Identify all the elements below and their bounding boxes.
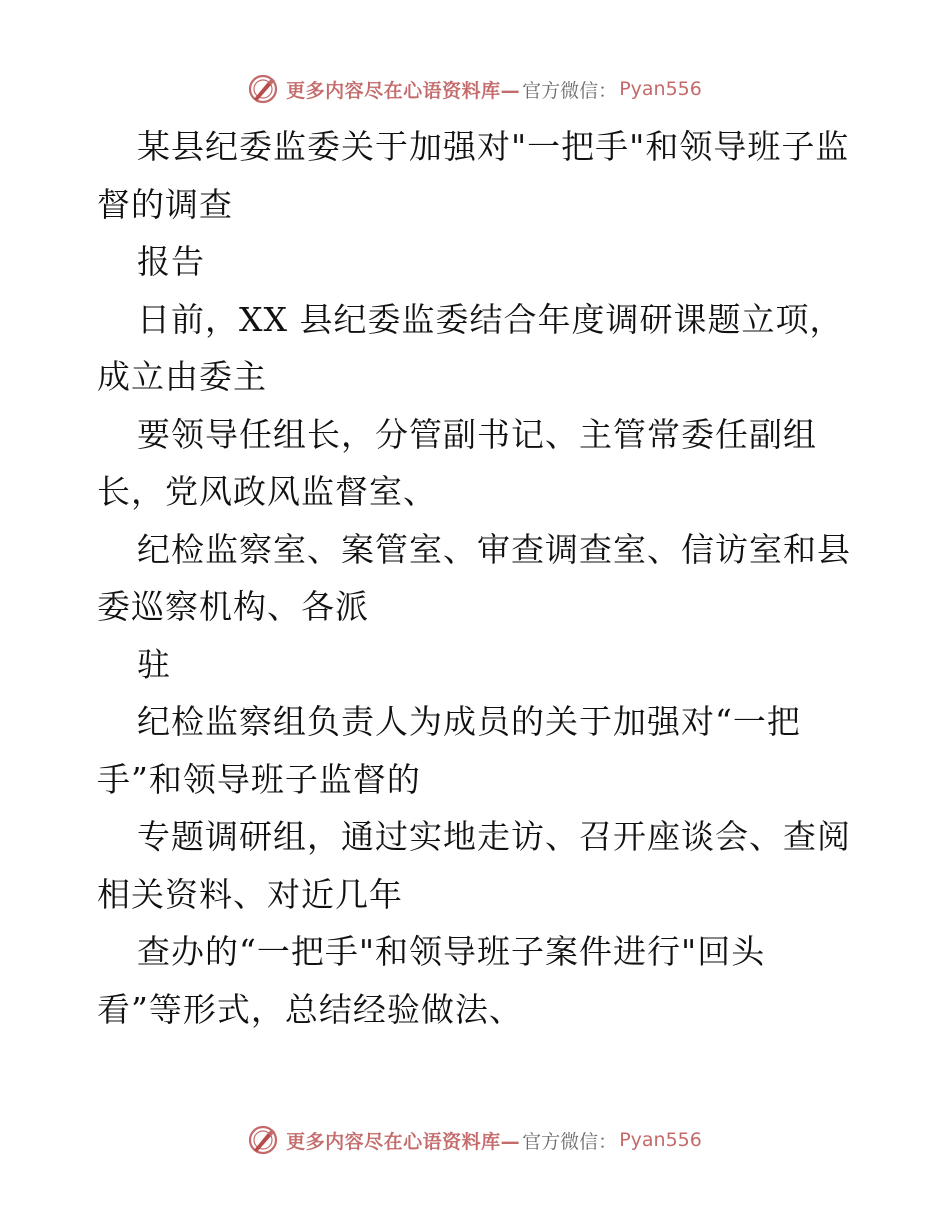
pen-logo-icon	[248, 1125, 278, 1155]
paragraph-7-line-2: 手”和领导班子监督的	[97, 759, 421, 799]
banner-wechat-label: 官方微信：	[522, 79, 618, 102]
paragraph-3-line-1: 日前，XX 县纪委监委结合年度调研课题立项，	[137, 299, 844, 339]
paragraph-8-line-2: 相关资料、对近几年	[97, 874, 403, 914]
banner-wechat-id: Pyan556	[619, 1129, 702, 1151]
footer-watermark-banner	[0, 1123, 950, 1157]
paragraph-4-line-2: 长，党风政风监督室、	[97, 472, 437, 511]
paragraph-9-line-1: 查办的“一把手"和领导班子案件进行"回头	[137, 932, 766, 971]
banner-wechat-label: 官方微信：	[522, 1130, 618, 1153]
paragraph-9-line-2: 看”等形式，总结经验做法、	[97, 989, 523, 1029]
banner-main-text: 更多内容尽在心语资料库—	[286, 79, 521, 102]
banner-wechat-id: Pyan556	[619, 78, 702, 100]
pen-logo-icon	[248, 74, 278, 104]
paragraph-5-line-1: 纪检监察室、案管室、审查调查室、信访室和县	[137, 529, 851, 569]
paragraph-8-line-1: 专题调研组，通过实地走访、召开座谈会、查阅	[137, 817, 851, 856]
paragraph-7-line-1: 纪检监察组负责人为成员的关于加强对“一把	[137, 702, 801, 741]
banner-main-text: 更多内容尽在心语资料库—	[286, 1130, 521, 1153]
paragraph-6: 驻	[137, 644, 171, 684]
paragraph-3-line-2: 成立由委主	[97, 357, 267, 396]
document-body	[97, 118, 857, 1038]
paragraph-title-line-2: 督的调查	[97, 184, 233, 224]
paragraph-5-line-2: 委巡察机构、各派	[97, 587, 369, 626]
paragraph-title-line-1: 某县纪委监委关于加强对"一把手"和领导班子监	[137, 127, 850, 166]
paragraph-4-line-1: 要领导任组长，分管副书记、主管常委任副组	[137, 414, 817, 454]
paragraph-report: 报告	[137, 242, 205, 281]
header-watermark-banner	[0, 72, 950, 106]
